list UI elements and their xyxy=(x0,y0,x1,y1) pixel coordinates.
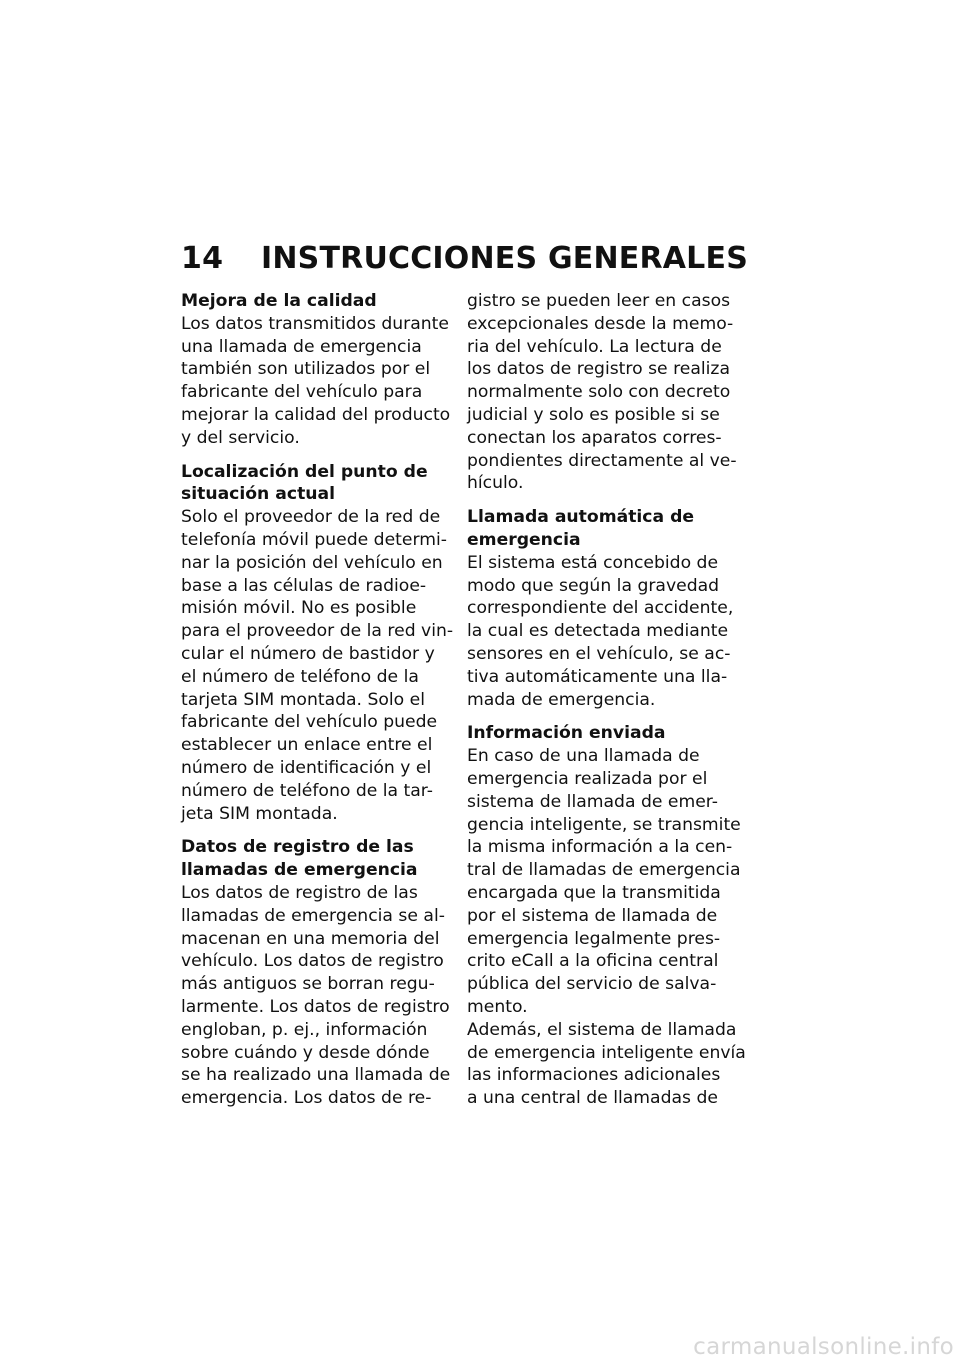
body-line: nar la posición del vehículo en xyxy=(181,552,443,573)
body-line: pública del servicio de salva- xyxy=(467,974,717,995)
body-line: llamadas de emergencia se al- xyxy=(181,905,445,926)
body-line: a una central de llamadas de xyxy=(467,1088,718,1109)
section xyxy=(181,836,453,1110)
body-line: jeta SIM montada. xyxy=(181,803,338,824)
body-line: correspondiente del accidente, xyxy=(467,598,734,619)
body-line: las informaciones adicionales xyxy=(467,1065,721,1086)
body-line: los datos de registro se realiza xyxy=(467,359,730,380)
page-header xyxy=(181,241,781,281)
body-line: En caso de una llamada de xyxy=(467,746,700,767)
body-line: base a las células de radioe- xyxy=(181,575,427,596)
body-line: telefonía móvil puede determi- xyxy=(181,529,447,550)
body-line: mento. xyxy=(467,996,528,1017)
body-line: la misma información a la cen- xyxy=(467,837,733,858)
body-line: pondientes directamente al ve- xyxy=(467,450,737,471)
body-line: más antiguos se borran regu- xyxy=(181,974,435,995)
section-heading: Localización del punto de xyxy=(181,461,428,482)
body-line: de emergencia inteligente envía xyxy=(467,1042,746,1063)
body-line: Los datos de registro de las xyxy=(181,882,418,903)
section xyxy=(181,290,453,450)
body-line: macenan en una memoria del xyxy=(181,928,440,949)
body-line: mada de emergencia. xyxy=(467,689,656,710)
body-line: para el proveedor de la red vin- xyxy=(181,621,454,642)
body-line: Los datos transmitidos durante xyxy=(181,313,449,334)
body-line: El sistema está concebido de xyxy=(467,552,719,573)
body-line: una llamada de emergencia xyxy=(181,336,422,357)
body-line: Solo el proveedor de la red de xyxy=(181,507,441,528)
body-line: misión móvil. No es posible xyxy=(181,598,417,619)
body-line: excepcionales desde la memo- xyxy=(467,313,734,334)
body-line: judicial y solo es posible si se xyxy=(467,404,720,425)
body-line: gencia inteligente, se transmite xyxy=(467,814,741,835)
body-line: tral de llamadas de emergencia xyxy=(467,860,741,881)
body-line: Además, el sistema de llamada xyxy=(467,1019,737,1040)
body-line: normalmente solo con decreto xyxy=(467,382,731,403)
body-line: también son utilizados por el xyxy=(181,359,431,380)
body-line: emergencia realizada por el xyxy=(467,768,708,789)
section-heading: Llamada automática de xyxy=(467,507,695,528)
body-line: sensores en el vehículo, se ac- xyxy=(467,643,731,664)
body-line: fabricante del vehículo para xyxy=(181,382,423,403)
body-line: sistema de llamada de emer- xyxy=(467,791,718,812)
body-line: número de identificación y el xyxy=(181,757,432,778)
body-line: emergencia. Los datos de re- xyxy=(181,1088,432,1109)
section-heading: llamadas de emergencia xyxy=(181,860,418,881)
section-heading: Información enviada xyxy=(467,723,666,744)
body-line: conectan los aparatos corres- xyxy=(467,427,722,448)
section xyxy=(467,722,739,1018)
body-line: fabricante del vehículo puede xyxy=(181,712,438,733)
section-heading: Mejora de la calidad xyxy=(181,291,377,311)
body-line: sobre cuándo y desde dónde xyxy=(181,1042,430,1063)
chapter-title: INSTRUCCIONES GENERALES xyxy=(261,241,749,276)
section-heading: situación actual xyxy=(181,484,336,505)
body-line: gistro se pueden leer en casos xyxy=(467,291,731,311)
section xyxy=(181,461,453,826)
section xyxy=(467,1019,746,1110)
body-line: hículo. xyxy=(467,473,524,494)
chapter-number: 14 xyxy=(181,241,224,276)
section xyxy=(467,506,739,711)
body-line: cular el número de bastidor y xyxy=(181,643,435,664)
body-line: tiva automáticamente una lla- xyxy=(467,666,728,687)
section xyxy=(467,290,739,495)
body-line: larmente. Los datos de registro xyxy=(181,996,450,1017)
body-line: modo que según la gravedad xyxy=(467,575,720,596)
body-line: y del servicio. xyxy=(181,427,300,448)
section-heading: emergencia xyxy=(467,529,581,550)
body-line: establecer un enlace entre el xyxy=(181,735,433,756)
body-line: la cual es detectada mediante xyxy=(467,621,729,642)
body-line: ria del vehículo. La lectura de xyxy=(467,336,722,357)
body-line: crito eCall a la oficina central xyxy=(467,951,719,972)
body-line: se ha realizado una llamada de xyxy=(181,1065,451,1086)
body-line: por el sistema de llamada de xyxy=(467,905,718,926)
body-line: encargada que la transmitida xyxy=(467,882,721,903)
section-heading: Datos de registro de las xyxy=(181,837,414,858)
left-column xyxy=(181,290,453,1121)
body-line: el número de teléfono de la xyxy=(181,666,419,687)
right-column xyxy=(467,290,746,1121)
body-line: tarjeta SIM montada. Solo el xyxy=(181,689,426,710)
body-line: emergencia legalmente pres- xyxy=(467,928,721,949)
body-line: mejorar la calidad del producto xyxy=(181,404,451,425)
body-line: engloban, p. ej., información xyxy=(181,1019,428,1040)
body-line: número de teléfono de la tar- xyxy=(181,780,433,801)
body-line: vehículo. Los datos de registro xyxy=(181,951,444,972)
footer-watermark: carmanualsonline.info xyxy=(693,1334,954,1360)
